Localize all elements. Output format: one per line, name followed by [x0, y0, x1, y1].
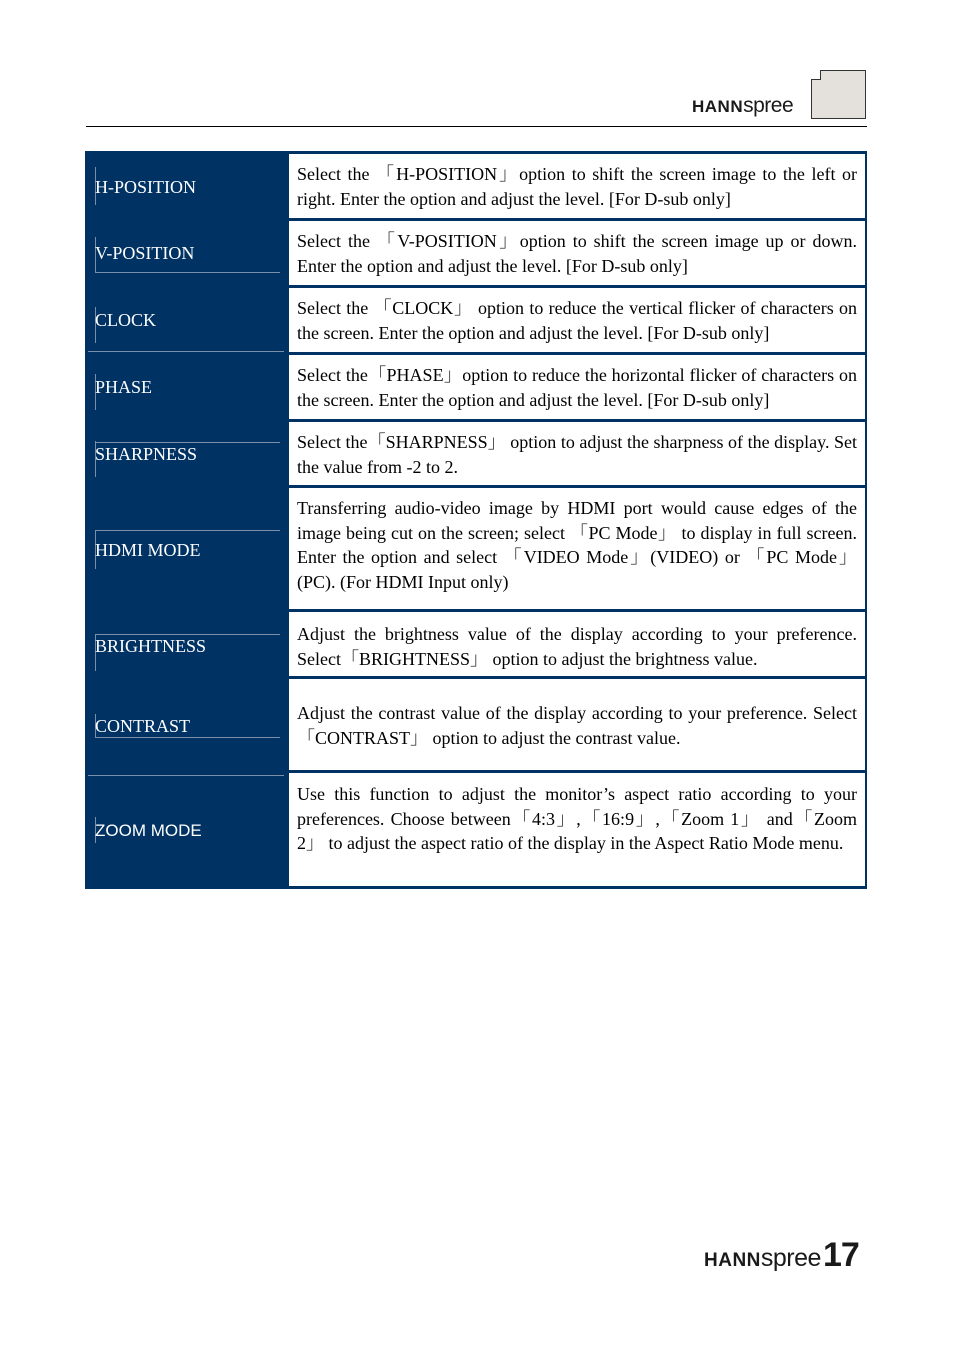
row-label: SHARPNESS — [95, 444, 198, 464]
row-description: Select the 「V-POSITION」option to shift the screen image up or down. Enter the option and adjust the level. [For D-sub only] — [289, 221, 865, 285]
footer-brand-logo — [704, 1236, 859, 1275]
header-rule — [86, 126, 867, 127]
row-description: Select the 「H-POSITION」option to shift the screen image to the left or right. Enter the option and adjust the level. [For D-sub only] — [289, 154, 865, 218]
brand-bold: HANN — [704, 1250, 761, 1271]
header-brand-logo — [692, 94, 793, 118]
page-tab-decoration — [811, 70, 866, 119]
brand-light: spree — [743, 94, 794, 117]
row-label: BRIGHTNESS — [95, 636, 207, 656]
row-label: H-POSITION — [95, 177, 196, 197]
row-description: Adjust the brightness value of the display according to your preference. Select「BRIGHTNESS」 option to adjust the brightness value. — [289, 612, 865, 676]
row-label: ZOOM MODE — [95, 821, 202, 840]
row-label: HDMI MODE — [95, 540, 201, 560]
row-description: Select the「PHASE」option to reduce the horizontal flicker of characters on the screen. Enter the option and adjust the level. [For D-sub only] — [289, 355, 865, 419]
row-label: V-POSITION — [95, 243, 195, 263]
brand-bold: HANN — [692, 97, 744, 116]
row-description: Select the「SHARPNESS」 option to adjust the sharpness of the display. Set the value from -2 to 2. — [289, 422, 865, 485]
row-description: Transferring audio-video image by HDMI port would cause edges of the image being cut on the screen; select 「PC Mode」 to display in full screen. Enter the option and select 「VIDEO Mode」(VIDEO) or 「PC Mode」(PC). (For HDMI Input only) — [289, 488, 865, 609]
row-description: Use this function to adjust the monitor’s aspect ratio according to your preferences. Choose between「4:3」,「16:9」,「Zoom 1」 and「Zoom 2」 to adjust the aspect ratio of the display in the Aspect Ratio Mode menu. — [289, 773, 865, 886]
brand-light: spree — [760, 1244, 821, 1272]
row-label: PHASE — [95, 377, 153, 397]
osd-settings-table — [85, 151, 867, 889]
row-label: CONTRAST — [95, 716, 191, 736]
row-description: Select the 「CLOCK」 option to reduce the vertical flicker of characters on the screen. Enter the option and adjust the level. [For D-sub only] — [289, 288, 865, 352]
page-number: 17 — [822, 1236, 859, 1274]
row-label: CLOCK — [95, 310, 157, 330]
row-description: Adjust the contrast value of the display according to your preference. Select「CONTRAST」 option to adjust the contrast value. — [289, 679, 865, 770]
